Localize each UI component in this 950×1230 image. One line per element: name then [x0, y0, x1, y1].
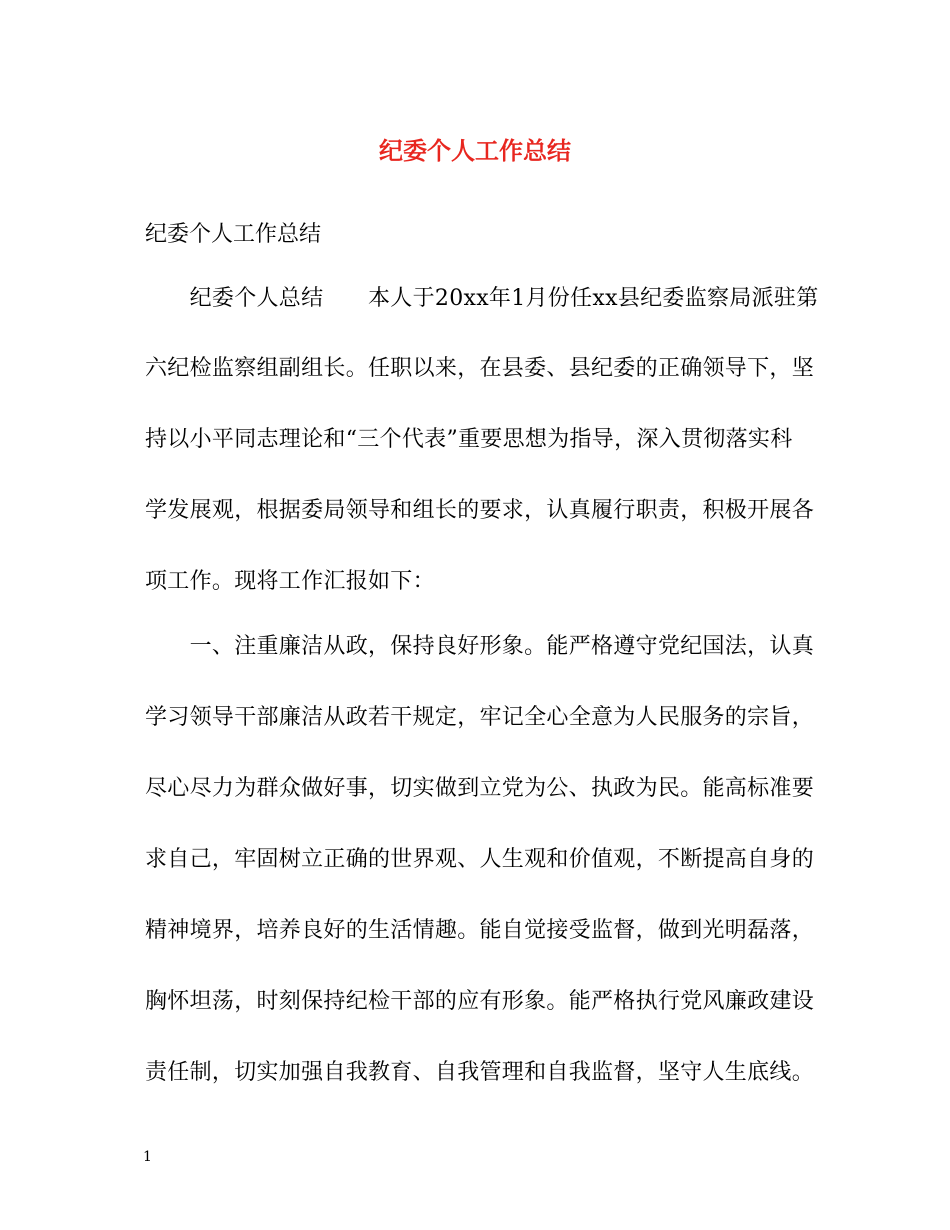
body-line: 持以小平同志理论和“三个代表”重要思想为指导，深入贯彻落实科 — [145, 427, 793, 452]
body-line: 求自己，牢固树立正确的世界观、人生观和价值观，不断提高自身的 — [145, 847, 815, 872]
body-line: 项工作。现将工作汇报如下： — [145, 569, 435, 594]
body-line: 责任制，切实加强自我教育、自我管理和自我监督，坚守人生底线。 — [145, 1060, 815, 1085]
body-line: 尽心尽力为群众做好事，切实做到立党为公、执政为民。能高标准要 — [145, 776, 815, 801]
body-line: 六纪检监察组副组长。任职以来，在县委、县纪委的正确领导下，坚 — [145, 356, 815, 381]
body-line: 学习领导干部廉洁从政若干规定，牢记全心全意为人民服务的宗旨， — [145, 705, 815, 730]
page-number: 1 — [143, 1149, 152, 1165]
document-subtitle: 纪委个人工作总结 — [145, 222, 322, 247]
body-line: 纪委个人总结 本人于20xx年1月份任xx县纪委监察局派驻第 — [145, 286, 819, 311]
body-line: 学发展观，根据委局领导和组长的要求，认真履行职责，积极开展各 — [145, 498, 815, 523]
body-line: 精神境界，培养良好的生活情趣。能自觉接受监督，做到光明磊落， — [145, 918, 815, 943]
document-title: 纪委个人工作总结 — [379, 136, 571, 165]
body-line: 胸怀坦荡，时刻保持纪检干部的应有形象。能严格执行党风廉政建设 — [145, 989, 815, 1014]
body-line: 一、注重廉洁从政，保持良好形象。能严格遵守党纪国法，认真 — [145, 634, 815, 659]
